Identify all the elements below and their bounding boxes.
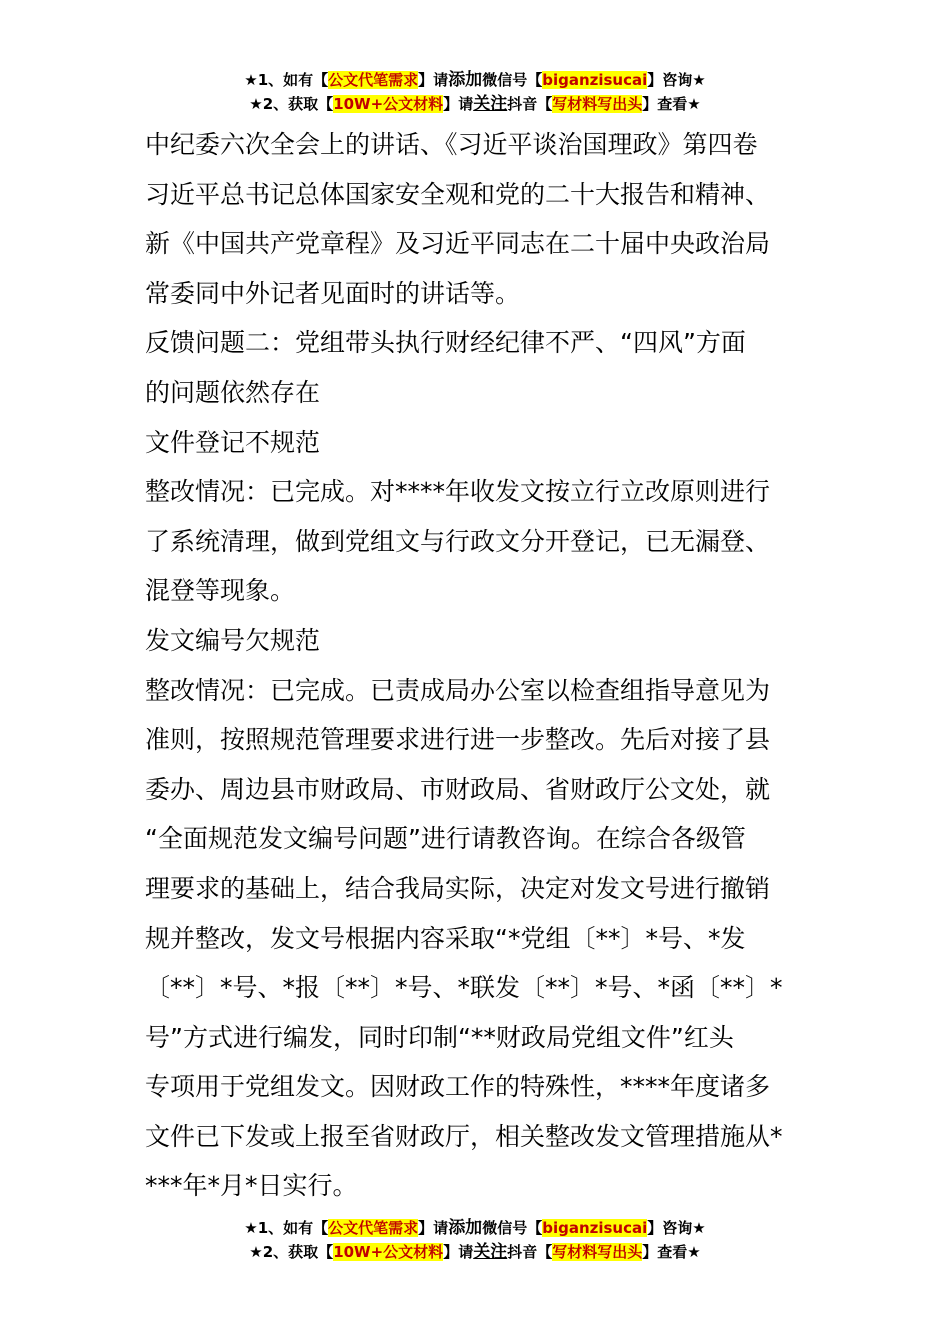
body-line: 理要求的基础上，结合我局实际，决定对发文号进行撤销 — [145, 873, 771, 903]
body-line: 习近平总书记总体国家安全观和党的二十大报告和精神、 — [145, 179, 771, 209]
banner-text: 】请 — [443, 1243, 474, 1261]
body-line: 规并整改，发文号根据内容采取“*党组〔**〕*号、*发 — [145, 923, 746, 953]
banner-highlight: 写材料写出头 — [552, 1243, 643, 1261]
body-line: 文件登记不规范 — [145, 427, 321, 457]
banner-text: ★1、如有【 — [244, 71, 329, 89]
body-line: 新《中国共产党章程》及习近平同志在二十届中央政治局 — [145, 229, 771, 259]
banner-text: 】请 — [418, 71, 449, 89]
banner-text: 】查看★ — [642, 95, 701, 113]
document-body — [145, 120, 813, 1211]
body-line: 中纪委六次全会上的讲话、《习近平谈治国理政》第四卷 — [145, 130, 758, 159]
body-line: 的问题依然存在 — [145, 377, 321, 407]
banner-highlight: 10W+公文材料 — [333, 95, 444, 113]
body-line: 反馈问题二：党组带头执行财经纪律不严、“四风”方面 — [145, 328, 746, 358]
body-line: 整改情况：已完成。已责成局办公室以检查组指导意见为 — [145, 675, 771, 705]
banner-line-2 — [0, 92, 950, 116]
body-line: 常委同中外记者见面时的讲话等。 — [145, 278, 521, 308]
banner-highlight: biganzisucai — [542, 1219, 648, 1237]
body-line: 整改情况：已完成。对****年收发文按立行立改原则进行 — [145, 477, 771, 507]
banner-emphasis: 添加 — [448, 1218, 483, 1238]
banner-text: ★2、获取【 — [249, 95, 334, 113]
body-line: 混登等现象。 — [145, 576, 296, 606]
banner-text: 抖音【 — [507, 95, 553, 113]
banner-line-1 — [0, 1216, 950, 1240]
body-line: ***年*月*日实行。 — [145, 1171, 358, 1201]
banner-text: 】咨询★ — [647, 1219, 706, 1237]
banner-emphasis: 关注 — [473, 94, 508, 114]
banner-text: 微信号【 — [482, 71, 543, 89]
banner-text: ★1、如有【 — [244, 1219, 329, 1237]
banner-emphasis: 添加 — [448, 70, 483, 90]
banner-text: ★2、获取【 — [249, 1243, 334, 1261]
header-banner — [0, 68, 950, 116]
banner-highlight: 写材料写出头 — [552, 95, 643, 113]
banner-line-1 — [0, 68, 950, 92]
banner-highlight: 公文代笔需求 — [328, 1219, 419, 1237]
banner-text: 】请 — [443, 95, 474, 113]
banner-text: 抖音【 — [507, 1243, 553, 1261]
body-line: 委办、周边县市财政局、市财政局、省财政厅公文处，就 — [145, 774, 771, 804]
body-line: 了系统清理，做到党组文与行政文分开登记，已无漏登、 — [145, 526, 771, 556]
banner-text: 】咨询★ — [647, 71, 706, 89]
body-line: “全面规范发文编号问题”进行请教咨询。在综合各级管 — [145, 824, 746, 854]
banner-line-2 — [0, 1240, 950, 1264]
body-line: 文件已下发或上报至省财政厅，相关整改发文管理措施从* — [145, 1121, 783, 1151]
body-line: 〔**〕*号、*报〔**〕*号、*联发〔**〕*号、*函〔**〕* — [145, 973, 783, 1003]
banner-highlight: 公文代笔需求 — [328, 71, 419, 89]
banner-emphasis: 关注 — [473, 1242, 508, 1262]
banner-highlight: biganzisucai — [542, 71, 648, 89]
body-line: 专项用于党组发文。因财政工作的特殊性，****年度诸多 — [145, 1072, 771, 1102]
body-line: 发文编号欠规范 — [145, 625, 321, 655]
banner-text: 】查看★ — [642, 1243, 701, 1261]
banner-highlight: 10W+公文材料 — [333, 1243, 444, 1261]
footer-banner — [0, 1216, 950, 1264]
banner-text: 】请 — [418, 1219, 449, 1237]
banner-text: 微信号【 — [482, 1219, 543, 1237]
body-line: 号”方式进行编发，同时印制“**财政局党组文件”红头 — [145, 1022, 734, 1052]
body-line: 准则，按照规范管理要求进行进一步整改。先后对接了县 — [145, 725, 771, 755]
